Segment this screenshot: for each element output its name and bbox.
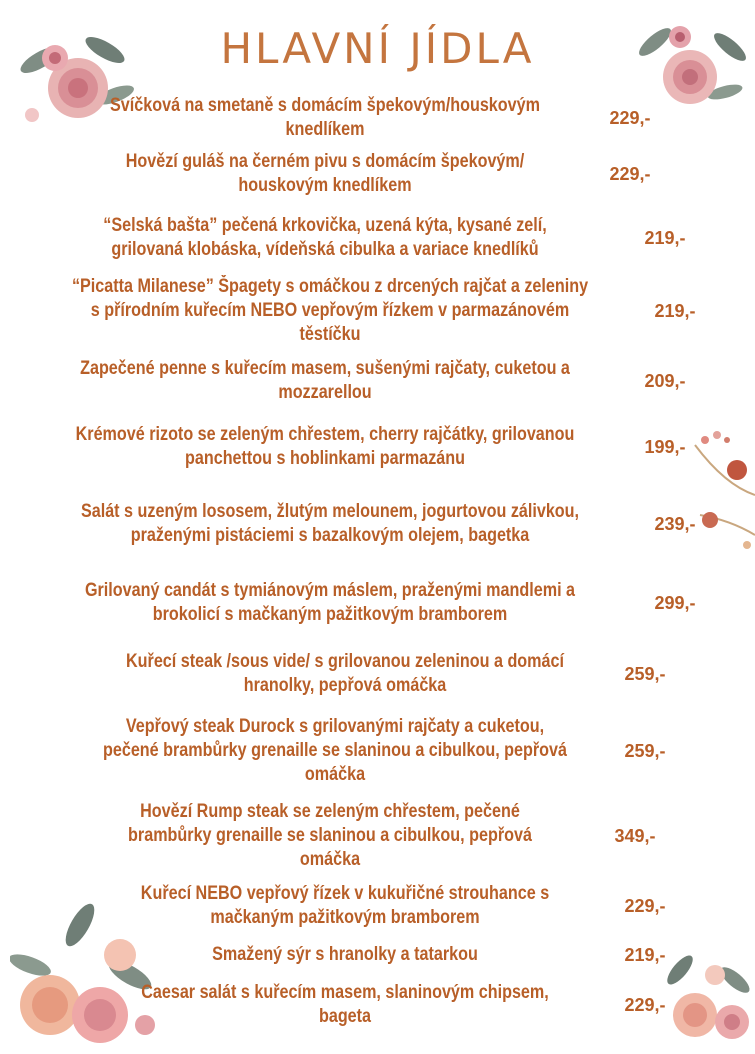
menu-item-price: 219,- [654,300,696,321]
menu-item-price: 299,- [654,592,696,613]
menu-item-price: 229,- [609,107,651,128]
menu-item-price: 229,- [624,994,666,1015]
page-title: HLAVNÍ JÍDLA [220,24,535,73]
menu-item-description: Grilovaný candát s tymiánovým máslem, praženými mandlemi a brokolicí s mačkaným pažitkovým bramborem [84,580,576,625]
menu-item [80,978,755,1032]
menu-item-description: Hovězí guláš na černém pivu s domácím špekovým/ houskovým knedlíkem [125,151,525,196]
menu-item-description: “Picatta Milanese” Špagety s omáčkou z drcených rajčat a zeleniny s přírodním kuřecím NEBO vepřovým řízkem v parmazánovém těstíčku [71,276,589,345]
menu-item-description: Kuřecí NEBO vepřový řízek v kukuřičné strouhance s mačkaným pažitkovým bramborem [140,883,550,928]
menu-item-description: Vepřový steak Durock s grilovanými rajčaty a cuketou, pečené brambůrky grenaille se slaninou a cibulkou, pepřová omáčka [102,716,568,785]
menu-item-price: 199,- [644,436,686,457]
menu-item [20,276,710,345]
menu-item-price: 219,- [624,944,666,965]
menu-item-description: Caesar salát s kuřecím masem, slaninovým chipsem, bageta [141,982,549,1027]
menu-item-description: Hovězí Rump steak se zeleným chřestem, pečené brambůrky grenaille se slaninou a cibulkou, pepřová omáčka [128,801,532,870]
menu-item [20,354,710,408]
menu-item [20,420,710,474]
menu-item-price: 239,- [654,513,696,534]
menu-item [55,92,745,144]
menu-item [55,148,745,200]
menu-item [80,880,755,932]
menu-item [60,713,750,789]
menu-item-price: 219,- [644,227,686,248]
menu-item-price: 209,- [644,370,686,391]
menu-item-price: 229,- [624,895,666,916]
menu-item-price: 259,- [624,740,666,761]
menu-item-description: Zapečené penne s kuřecím masem, sušenými rajčaty, cuketou a mozzarellou [80,358,570,403]
menu-item [80,940,755,970]
menu-item-price: 349,- [614,825,656,846]
menu-item [80,648,755,700]
menu-item-description: Svíčková na smetaně s domácím špekovým/houskovým knedlíkem [110,95,540,140]
menu-item [20,210,710,266]
menu-item [60,798,750,874]
menu-item-description: “Selská bašta” pečená krkovička, uzená kýta, kysané zelí, grilovaná klobáska, vídeňská cibulka a variace knedlíků [103,215,547,260]
menu-item-description: Krémové rizoto se zeleným chřestem, cherry rajčátky, grilovanou panchettou s hoblinkami parmazánu [75,424,575,469]
menu-item-price: 229,- [609,163,651,184]
menu-item [20,497,710,551]
menu-item-description: Smažený sýr s hranolky a tatarkou [212,944,478,965]
menu-item-description: Salát s uzeným lososem, žlutým melounem, jogurtovou zálivkou, praženými pistáciemi s bazalkovým olejem, bagetka [80,501,580,546]
menu-item [20,576,710,630]
menu-item-price: 259,- [624,663,666,684]
menu-item-description: Kuřecí steak /sous vide/ s grilovanou zeleninou a domácí hranolky, pepřová omáčka [126,651,564,696]
